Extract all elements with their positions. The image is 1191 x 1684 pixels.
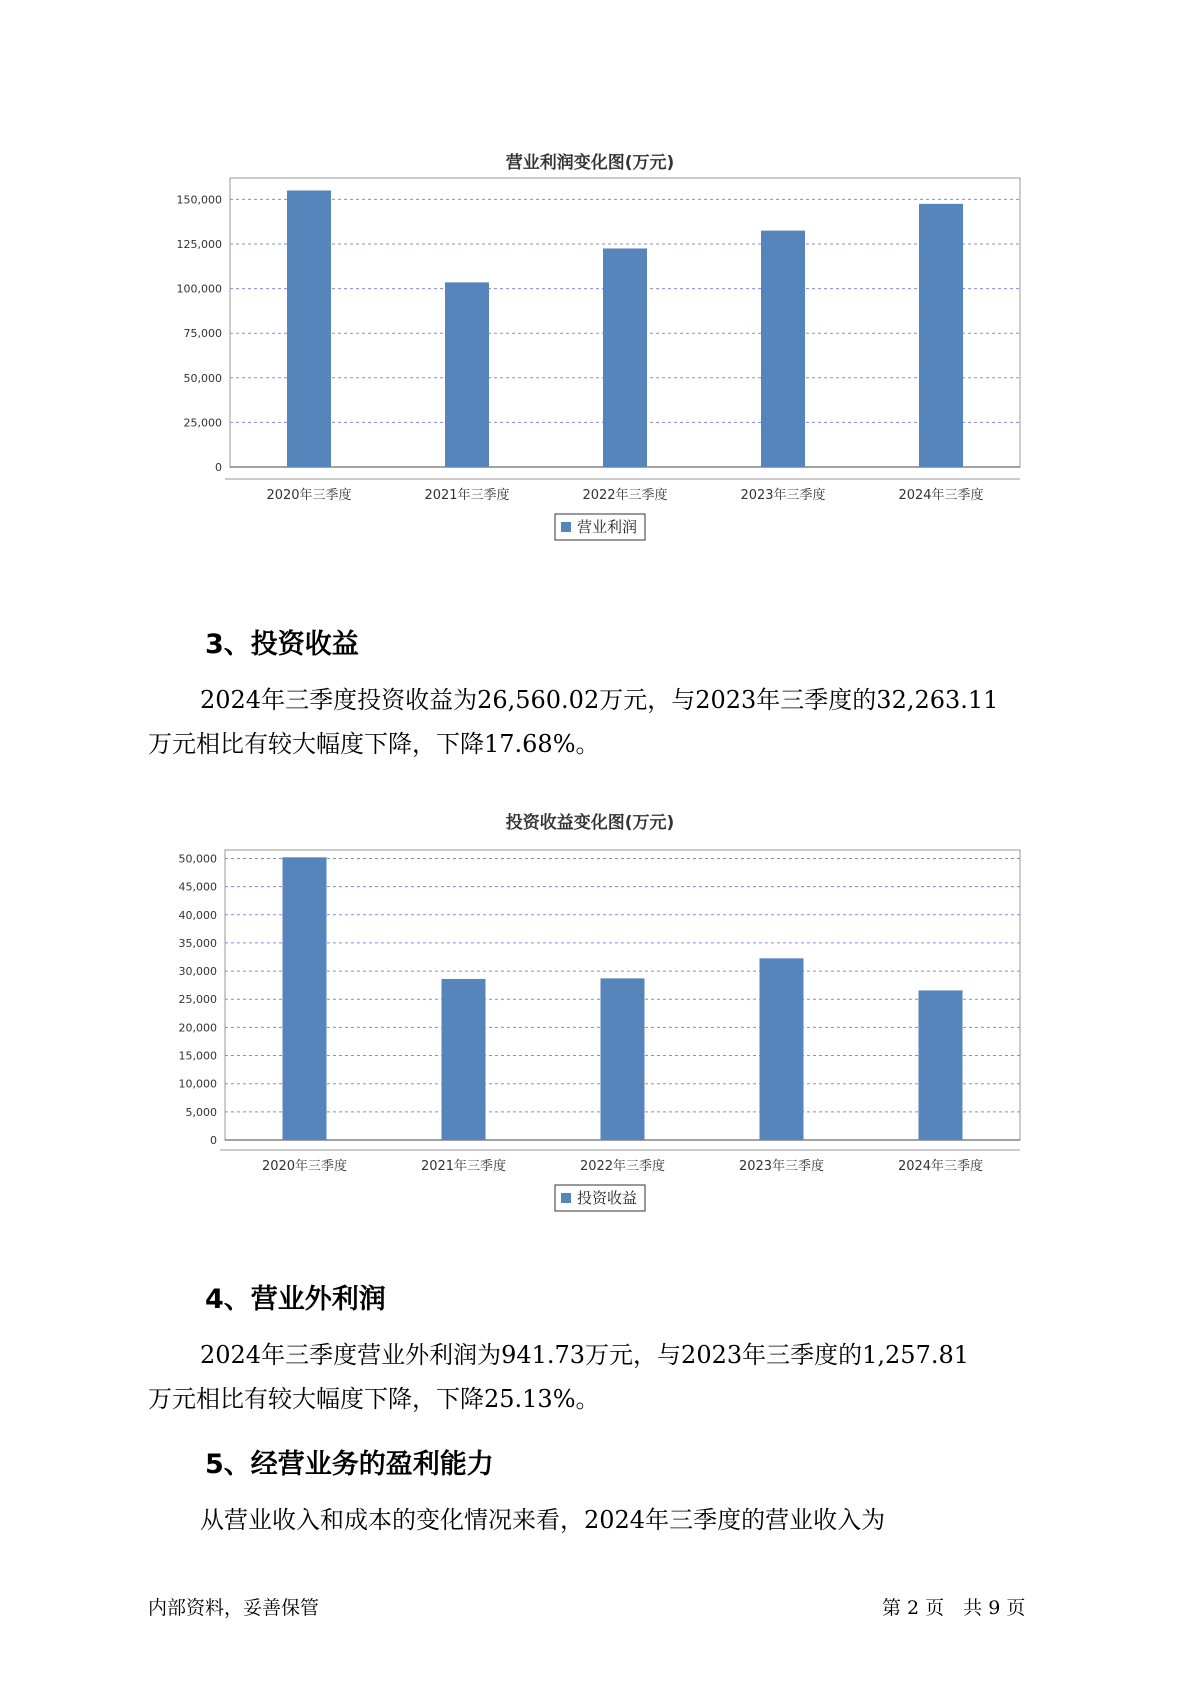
- section-heading-investment-income: 3、投资收益: [205, 629, 359, 660]
- legend-label: 营业利润: [577, 518, 638, 536]
- y-tick-label: 35,000: [178, 936, 217, 950]
- bar: [761, 231, 805, 467]
- x-tick-label: 2023年三季度: [738, 1159, 825, 1174]
- section-heading-profitability: 5、经营业务的盈利能力: [205, 1449, 494, 1480]
- chart-svg: [150, 800, 1030, 1250]
- y-tick-label: 50,000: [178, 852, 217, 866]
- section-heading-non-operating-profit: 4、营业外利润: [205, 1284, 386, 1315]
- y-tick-label: 25,000: [178, 993, 217, 1007]
- chart-title: 营业利润变化图(万元): [505, 153, 675, 173]
- x-tick-label: 2021年三季度: [420, 1159, 507, 1174]
- paragraph-line: 从营业收入和成本的变化情况来看，2024年三季度的营业收入为: [200, 1506, 886, 1534]
- operating-profit-chart: [150, 140, 1030, 600]
- legend-label: 投资收益: [577, 1189, 638, 1207]
- paragraph-line: 2024年三季度营业外利润为941.73万元，与2023年三季度的1,257.81: [200, 1341, 970, 1369]
- footer-left: 内部资料，妥善保管: [148, 1597, 320, 1619]
- y-tick-label: 150,000: [176, 193, 222, 207]
- y-tick-label: 30,000: [178, 965, 217, 979]
- investment-income-chart: [150, 800, 1030, 1250]
- x-tick-label: 2022年三季度: [582, 488, 668, 503]
- y-tick-label: 25,000: [183, 416, 222, 430]
- y-tick-label: 75,000: [183, 327, 222, 341]
- x-tick-label: 2024年三季度: [897, 1159, 984, 1174]
- y-tick-label: 45,000: [178, 880, 217, 894]
- bar: [601, 978, 645, 1140]
- bar: [603, 248, 647, 467]
- paragraph-investment-income: [148, 678, 1078, 766]
- x-tick-label: 2023年三季度: [740, 488, 826, 503]
- y-tick-label: 100,000: [176, 282, 222, 296]
- y-tick-label: 40,000: [178, 908, 217, 922]
- y-tick-label: 0: [215, 461, 222, 474]
- x-tick-label: 2022年三季度: [579, 1159, 666, 1174]
- x-tick-label: 2021年三季度: [424, 488, 510, 503]
- chart-title: 投资收益变化图(万元): [505, 813, 675, 833]
- legend-swatch: [561, 522, 571, 532]
- bar: [919, 204, 963, 467]
- y-tick-label: 10,000: [178, 1077, 217, 1091]
- y-tick-label: 15,000: [178, 1049, 217, 1063]
- y-tick-label: 5,000: [185, 1105, 217, 1119]
- x-tick-label: 2024年三季度: [898, 488, 984, 503]
- paragraph-non-operating-profit: [148, 1333, 1078, 1421]
- x-tick-label: 2020年三季度: [261, 1159, 348, 1174]
- footer-page-number: 第 2 页 共 9 页: [882, 1597, 1026, 1619]
- bar: [287, 190, 331, 467]
- bar: [442, 979, 486, 1140]
- x-tick-label: 2020年三季度: [266, 488, 352, 503]
- bar: [919, 990, 963, 1140]
- paragraph-profitability: [148, 1498, 1078, 1542]
- chart-svg: [150, 140, 1030, 600]
- bar: [445, 282, 489, 467]
- bar: [283, 857, 327, 1140]
- paragraph-line: 万元相比有较大幅度下降，下降17.68%。: [148, 730, 600, 758]
- y-tick-label: 0: [210, 1134, 217, 1147]
- y-tick-label: 20,000: [178, 1021, 217, 1035]
- legend-swatch: [561, 1193, 571, 1203]
- paragraph-line: 2024年三季度投资收益为26,560.02万元，与2023年三季度的32,263.11: [200, 686, 999, 714]
- y-tick-label: 50,000: [183, 371, 222, 385]
- paragraph-line: 万元相比有较大幅度下降，下降25.13%。: [148, 1385, 600, 1413]
- y-tick-label: 125,000: [176, 238, 222, 252]
- bar: [760, 958, 804, 1140]
